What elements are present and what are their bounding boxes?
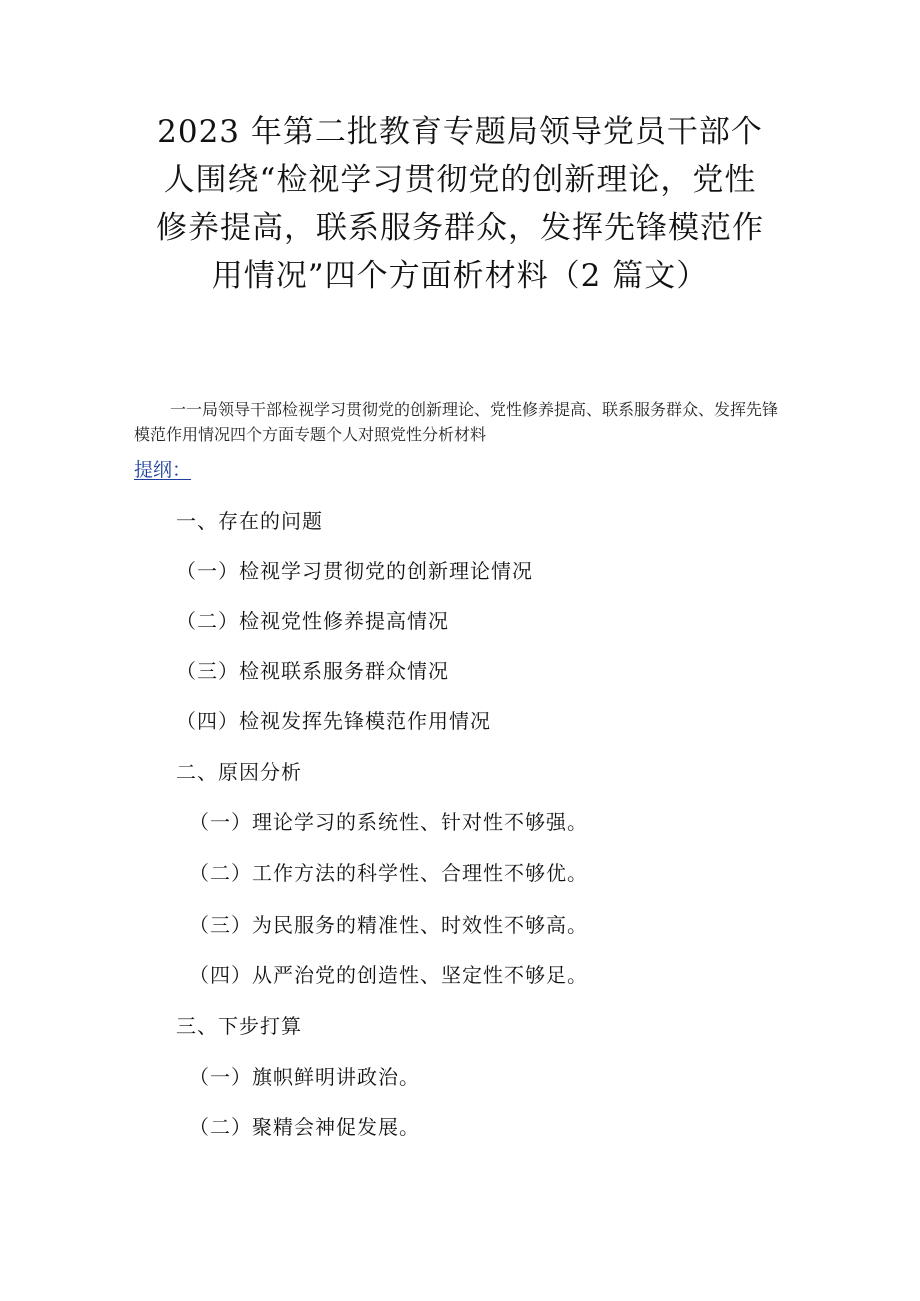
outline-item: （一）检视学习贯彻党的创新理论情况 <box>176 559 533 583</box>
outline-link[interactable]: 提纲： <box>134 459 192 481</box>
outline-item: （二）检视党性修养提高情况 <box>176 609 449 633</box>
document-title <box>110 108 810 300</box>
section-heading-2: 二、原因分析 <box>176 760 302 784</box>
outline-item: （四）从严治党的创造性、坚定性不够足。 <box>189 963 588 987</box>
section-heading-3: 三、下步打算 <box>176 1014 302 1038</box>
title-line-2: 人围绕“检视学习贯彻党的创新理论，党性 <box>163 162 757 198</box>
outline-item: （三）为民服务的精准性、时效性不够高。 <box>189 913 588 937</box>
section-heading-1: 一、存在的问题 <box>176 509 323 533</box>
title-line-4: 用情况”四个方面析材料（2 篇文） <box>211 258 709 294</box>
title-line-1: 2023 年第二批教育专题局领导党员干部个 <box>157 114 763 150</box>
document-subtitle: 一一局领导干部检视学习贯彻党的创新理论、党性修养提高、联系服务群众、发挥先锋模范作用情况四个方面专题个人对照党性分析材料 <box>134 400 779 444</box>
outline-item: （一）旗帜鲜明讲政治。 <box>189 1065 420 1089</box>
outline-item: （三）检视联系服务群众情况 <box>176 659 449 683</box>
outline-item: （一）理论学习的系统性、针对性不够强。 <box>189 810 588 834</box>
outline-item: （二）工作方法的科学性、合理性不够优。 <box>189 861 588 885</box>
outline-item: （四）检视发挥先锋模范作用情况 <box>176 709 491 733</box>
title-line-3: 修养提高，联系服务群众，发挥先锋模范作 <box>156 210 764 246</box>
outline-item: （二）聚精会神促发展。 <box>189 1115 420 1139</box>
